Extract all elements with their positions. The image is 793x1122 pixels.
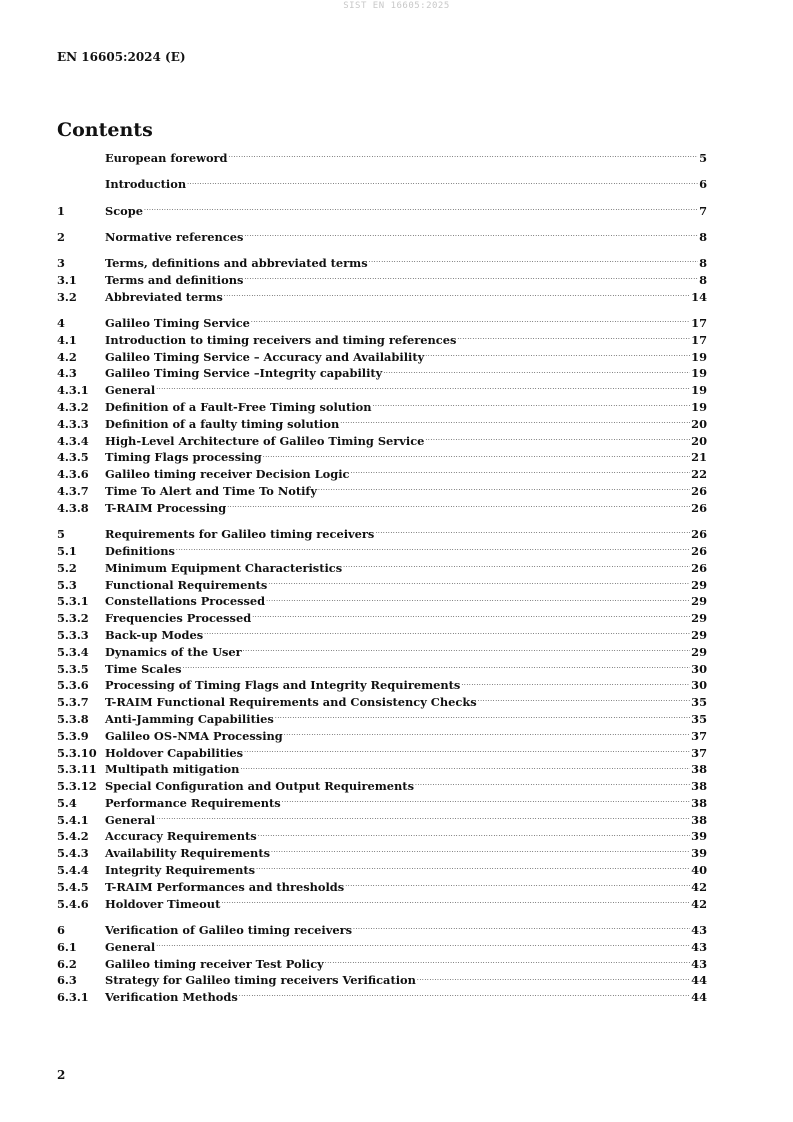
toc-entry[interactable]: [57, 176, 707, 193]
toc-entry-title: Requirements for Galileo timing receivers: [105, 527, 375, 542]
toc-entry-page: 29: [691, 627, 707, 642]
toc-entry[interactable]: [57, 399, 707, 416]
toc-entry[interactable]: [57, 711, 707, 728]
toc-entry[interactable]: [57, 627, 707, 644]
toc-entry-page: 37: [691, 728, 707, 743]
toc-dot-leader: [144, 206, 698, 216]
toc-entry-title: Normative references: [105, 229, 244, 244]
toc-entry-page: 38: [691, 795, 707, 810]
toc-dot-leader: [275, 714, 690, 724]
toc-entry-page: 22: [691, 467, 707, 482]
toc-entry-number: 5.3.5: [57, 661, 89, 676]
toc-dot-leader: [417, 975, 690, 985]
toc-dot-leader: [187, 179, 698, 189]
toc-dot-leader: [252, 613, 690, 623]
toc-entry-title: General: [105, 939, 156, 954]
toc-entry-page: 19: [691, 400, 707, 415]
toc-entry[interactable]: [57, 939, 707, 956]
toc-entry-title: Holdover Timeout: [105, 896, 221, 911]
toc-dot-leader: [244, 275, 698, 285]
toc-entry-number: 5.3: [57, 577, 77, 592]
toc-entry[interactable]: [57, 828, 707, 845]
toc-dot-leader: [240, 764, 690, 774]
toc-dot-leader: [229, 153, 699, 163]
toc-entry[interactable]: [57, 577, 707, 594]
toc-dot-leader: [204, 630, 690, 640]
toc-dot-leader: [343, 563, 690, 573]
toc-entry[interactable]: [57, 778, 707, 795]
toc-entry[interactable]: [57, 593, 707, 610]
toc-entry[interactable]: [57, 332, 707, 349]
toc-entry-number: 5.3.12: [57, 779, 97, 794]
toc-entry-number: 4.3.1: [57, 383, 89, 398]
toc-entry-page: 20: [691, 416, 707, 431]
toc-entry[interactable]: [57, 315, 707, 332]
toc-dot-leader: [284, 731, 690, 741]
toc-entry-number: 5.4.5: [57, 879, 89, 894]
toc-entry-title: Special Configuration and Output Requirements: [105, 779, 414, 794]
toc-entry-title: Abbreviated terms: [105, 289, 223, 304]
toc-entry-number: 4.3.7: [57, 484, 89, 499]
toc-entry-page: 38: [691, 779, 707, 794]
document-id-header: EN 16605:2024 (E): [57, 50, 186, 64]
toc-entry-page: 26: [691, 500, 707, 515]
toc-entry-number: 4: [57, 316, 65, 331]
toc-dot-leader: [425, 436, 690, 446]
toc-entry-number: 4.3.6: [57, 467, 89, 482]
toc-entry-title: Introduction to timing receivers and timing references: [105, 332, 457, 347]
toc-entry[interactable]: [57, 795, 707, 812]
toc-entry-title: Processing of Timing Flags and Integrity Requirements: [105, 678, 461, 693]
toc-entry-page: 8: [699, 272, 707, 287]
toc-entry-page: 43: [691, 956, 707, 971]
toc-entry-number: 3: [57, 256, 65, 271]
toc-entry-title: Time Scales: [105, 661, 182, 676]
toc-entry-number: 5.3.8: [57, 711, 89, 726]
toc-entry-page: 43: [691, 922, 707, 937]
toc-entry-page: 8: [699, 256, 707, 271]
toc-entry-page: 14: [691, 289, 707, 304]
toc-entry[interactable]: [57, 644, 707, 661]
toc-entry-page: 39: [691, 829, 707, 844]
toc-entry-page: 29: [691, 611, 707, 626]
toc-entry[interactable]: [57, 526, 707, 543]
toc-dot-leader: [156, 942, 690, 952]
toc-entry-number: 6: [57, 922, 65, 937]
toc-dot-leader: [227, 503, 690, 513]
toc-entry-number: 5.3.1: [57, 594, 89, 609]
toc-entry[interactable]: [57, 661, 707, 678]
toc-entry[interactable]: [57, 677, 707, 694]
toc-entry-number: 5.4: [57, 795, 77, 810]
toc-entry-page: 35: [691, 711, 707, 726]
toc-entry-title: Functional Requirements: [105, 577, 268, 592]
toc-entry-number: 5.4.1: [57, 812, 89, 827]
watermark-text: SIST EN 16605:2025: [343, 1, 450, 11]
toc-entry[interactable]: [57, 956, 707, 973]
toc-entry-page: 26: [691, 484, 707, 499]
toc-entry-page: 29: [691, 577, 707, 592]
toc-entry[interactable]: [57, 449, 707, 466]
toc-entry[interactable]: [57, 922, 707, 939]
toc-entry-page: 5: [699, 151, 707, 165]
table-of-contents: [57, 150, 707, 1006]
toc-entry[interactable]: [57, 500, 707, 517]
toc-entry-number: 2: [57, 229, 65, 244]
toc-entry[interactable]: [57, 365, 707, 382]
toc-entry-number: 5.3.9: [57, 728, 89, 743]
toc-entry-title: Strategy for Galileo timing receivers Verification: [105, 973, 416, 988]
toc-entry-title: Galileo Timing Service: [105, 316, 250, 331]
toc-entry[interactable]: [57, 989, 707, 1006]
toc-entry[interactable]: [57, 150, 707, 167]
toc-entry-title: Introduction: [105, 177, 187, 192]
toc-entry-page: 35: [691, 695, 707, 710]
toc-entry-page: 29: [691, 644, 707, 659]
toc-dot-leader: [425, 352, 690, 362]
toc-dot-leader: [350, 469, 690, 479]
toc-entry-number: 3.1: [57, 272, 77, 287]
toc-dot-leader: [244, 748, 690, 758]
toc-entry[interactable]: [57, 879, 707, 896]
toc-entry-page: 30: [691, 678, 707, 693]
toc-dot-leader: [256, 865, 690, 875]
toc-entry-page: 44: [691, 990, 707, 1005]
toc-entry[interactable]: [57, 466, 707, 483]
toc-entry[interactable]: [57, 812, 707, 829]
toc-dot-leader: [243, 647, 690, 657]
toc-entry-number: 4.3.8: [57, 500, 89, 515]
toc-entry-number: 5: [57, 527, 65, 542]
toc-entry-title: Galileo Timing Service –Integrity capability: [105, 366, 383, 381]
toc-entry-number: 5.4.3: [57, 846, 89, 861]
toc-dot-leader: [325, 959, 690, 969]
toc-entry-number: 4.3.3: [57, 416, 89, 431]
toc-entry-title: Definition of a Fault-Free Timing solution: [105, 400, 372, 415]
toc-entry-title: Accuracy Requirements: [105, 829, 257, 844]
toc-entry-title: T-RAIM Functional Requirements and Consistency Checks: [105, 695, 477, 710]
toc-entry-number: 5.3.2: [57, 611, 89, 626]
toc-entry[interactable]: [57, 229, 707, 246]
toc-dot-leader: [271, 848, 690, 858]
toc-entry-page: 26: [691, 543, 707, 558]
toc-entry[interactable]: [57, 862, 707, 879]
toc-dot-leader: [258, 831, 690, 841]
toc-dot-leader: [457, 335, 690, 345]
toc-dot-leader: [266, 596, 690, 606]
toc-entry[interactable]: [57, 349, 707, 366]
toc-entry-title: General: [105, 383, 156, 398]
toc-entry-title: T-RAIM Processing: [105, 500, 227, 515]
toc-entry-number: 5.3.6: [57, 678, 89, 693]
toc-entry-title: Anti-Jamming Capabilities: [105, 711, 274, 726]
toc-dot-leader: [244, 232, 698, 242]
toc-dot-leader: [224, 292, 690, 302]
toc-entry-title: Galileo timing receiver Decision Logic: [105, 467, 350, 482]
toc-entry-page: 7: [699, 203, 707, 218]
toc-entry-page: 37: [691, 745, 707, 760]
toc-entry-title: Performance Requirements: [105, 795, 281, 810]
toc-entry[interactable]: [57, 272, 707, 289]
toc-entry-page: 17: [691, 332, 707, 347]
toc-entry-title: Terms and definitions: [105, 272, 244, 287]
toc-entry-page: 19: [691, 366, 707, 381]
toc-dot-leader: [353, 925, 690, 935]
toc-dot-leader: [369, 258, 698, 268]
toc-dot-leader: [268, 580, 690, 590]
toc-entry[interactable]: [57, 761, 707, 778]
toc-entry-page: 43: [691, 939, 707, 954]
toc-entry-number: 6.1: [57, 939, 77, 954]
toc-entry-title: Terms, definitions and abbreviated terms: [105, 256, 368, 271]
toc-entry-page: 39: [691, 846, 707, 861]
toc-entry-page: 6: [699, 177, 707, 192]
toc-entry-page: 8: [699, 229, 707, 244]
toc-entry-title: Minimum Equipment Characteristics: [105, 560, 343, 575]
toc-entry-title: European foreword: [105, 151, 228, 165]
toc-entry-page: 40: [691, 863, 707, 878]
toc-entry-title: Dynamics of the User: [105, 644, 242, 659]
toc-dot-leader: [340, 419, 690, 429]
toc-dot-leader: [263, 452, 690, 462]
page-number: 2: [57, 1068, 66, 1082]
toc-entry[interactable]: [57, 728, 707, 745]
toc-entry-title: Holdover Capabilities: [105, 745, 244, 760]
toc-entry-number: 5.4.4: [57, 863, 89, 878]
toc-entry-page: 42: [691, 879, 707, 894]
toc-entry-title: Galileo OS-NMA Processing: [105, 728, 283, 743]
toc-dot-leader: [375, 529, 690, 539]
toc-entry-title: General: [105, 812, 156, 827]
toc-entry-number: 5.3.10: [57, 745, 97, 760]
toc-entry-number: 5.1: [57, 543, 77, 558]
toc-dot-leader: [383, 368, 690, 378]
toc-entry-page: 29: [691, 594, 707, 609]
toc-entry-page: 42: [691, 896, 707, 911]
toc-entry-number: 5.3.7: [57, 695, 89, 710]
toc-entry-number: 4.3.5: [57, 450, 89, 465]
toc-entry-title: Integrity Requirements: [105, 863, 256, 878]
toc-entry[interactable]: [57, 433, 707, 450]
toc-entry[interactable]: [57, 845, 707, 862]
toc-entry[interactable]: [57, 745, 707, 762]
contents-heading: Contents: [57, 119, 153, 141]
toc-dot-leader: [156, 385, 690, 395]
toc-entry-page: 30: [691, 661, 707, 676]
toc-entry-page: 26: [691, 527, 707, 542]
toc-entry-number: 1: [57, 203, 65, 218]
toc-entry-title: T-RAIM Performances and thresholds: [105, 879, 345, 894]
toc-entry[interactable]: [57, 543, 707, 560]
toc-entry-title: Verification Methods: [105, 990, 238, 1005]
toc-entry-title: Availability Requirements: [105, 846, 270, 861]
toc-entry[interactable]: [57, 255, 707, 272]
toc-entry-title: Multipath mitigation: [105, 762, 240, 777]
toc-dot-leader: [478, 697, 691, 707]
toc-entry-number: 4.1: [57, 332, 77, 347]
toc-entry-number: 5.3.4: [57, 644, 89, 659]
toc-entry-title: Time To Alert and Time To Notify: [105, 484, 317, 499]
toc-entry[interactable]: [57, 203, 707, 220]
toc-entry-page: 21: [691, 450, 707, 465]
toc-entry-title: Back-up Modes: [105, 627, 204, 642]
toc-entry[interactable]: [57, 610, 707, 627]
toc-entry-number: 3.2: [57, 289, 77, 304]
toc-entry-number: 6.3.1: [57, 990, 89, 1005]
toc-entry-number: 5.2: [57, 560, 77, 575]
toc-dot-leader: [373, 402, 691, 412]
toc-entry-title: Timing Flags processing: [105, 450, 262, 465]
toc-entry-number: 5.3.11: [57, 762, 97, 777]
toc-entry-title: Galileo Timing Service – Accuracy and Availability: [105, 349, 425, 364]
toc-entry-number: 5.3.3: [57, 627, 89, 642]
toc-entry-page: 19: [691, 383, 707, 398]
toc-dot-leader: [221, 899, 690, 909]
toc-entry-title: High-Level Architecture of Galileo Timing Service: [105, 433, 425, 448]
toc-entry-number: 5.4.6: [57, 896, 89, 911]
toc-entry-page: 38: [691, 812, 707, 827]
toc-entry-page: 38: [691, 762, 707, 777]
toc-entry-title: Frequencies Processed: [105, 611, 252, 626]
toc-dot-leader: [176, 546, 690, 556]
toc-entry[interactable]: [57, 382, 707, 399]
toc-entry[interactable]: [57, 416, 707, 433]
toc-entry-page: 19: [691, 349, 707, 364]
toc-entry-title: Galileo timing receiver Test Policy: [105, 956, 324, 971]
toc-entry-title: Verification of Galileo timing receivers: [105, 922, 352, 937]
toc-entry-title: Constellations Processed: [105, 594, 266, 609]
toc-entry[interactable]: [57, 972, 707, 989]
toc-entry-number: 4.3.4: [57, 433, 89, 448]
toc-dot-leader: [156, 815, 690, 825]
toc-entry-number: 4.2: [57, 349, 77, 364]
toc-dot-leader: [251, 318, 690, 328]
toc-entry-number: 4.3: [57, 366, 77, 381]
toc-dot-leader: [461, 680, 690, 690]
toc-entry-page: 17: [691, 316, 707, 331]
toc-entry[interactable]: [57, 289, 707, 306]
toc-entry[interactable]: [57, 483, 707, 500]
toc-entry[interactable]: [57, 560, 707, 577]
toc-entry-page: 44: [691, 973, 707, 988]
toc-entry[interactable]: [57, 896, 707, 913]
toc-entry-page: 26: [691, 560, 707, 575]
toc-dot-leader: [183, 664, 691, 674]
toc-dot-leader: [345, 882, 690, 892]
toc-entry-number: 5.4.2: [57, 829, 89, 844]
toc-entry-page: 20: [691, 433, 707, 448]
toc-entry-number: 6.3: [57, 973, 77, 988]
toc-dot-leader: [318, 486, 690, 496]
toc-entry-number: 4.3.2: [57, 400, 89, 415]
toc-entry-title: Definition of a faulty timing solution: [105, 416, 340, 431]
toc-entry-number: 6.2: [57, 956, 77, 971]
toc-entry-title: Definitions: [105, 543, 175, 558]
toc-dot-leader: [415, 781, 690, 791]
toc-entry[interactable]: [57, 694, 707, 711]
toc-entry-title: Scope: [105, 203, 143, 218]
toc-dot-leader: [239, 992, 690, 1002]
toc-dot-leader: [282, 798, 690, 808]
